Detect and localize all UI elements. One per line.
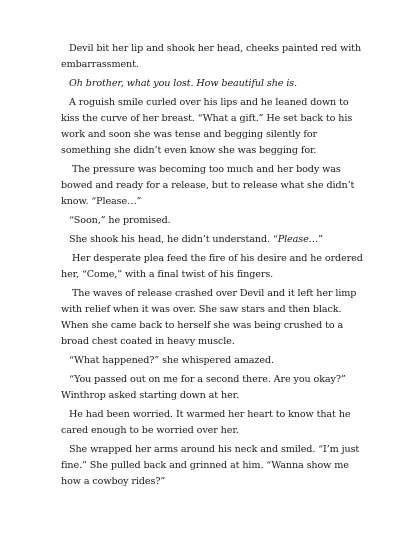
paragraph-text: “You passed out on me for a second there. Are you okay?” Winthrop asked starting down at her. (61, 374, 346, 401)
paragraph-text: A roguish smile curled over his lips and he leaned down to kiss the curve of her breast. “What a gift.” He set back to his work and soon she was tense and begging silently for something she didn’t even know she was begging for. (61, 97, 353, 156)
paragraph (61, 286, 363, 350)
paragraph-text: She wrapped her arms around his neck and smiled. “I’m just fine.” She pulled back and grinned at him. “Wanna show me how a cowboy rides?” (61, 444, 360, 487)
paragraph (61, 442, 363, 490)
paragraph-text: “Soon,” he promised. (69, 215, 171, 226)
paragraph (61, 41, 363, 73)
paragraph (61, 162, 363, 210)
paragraph (61, 353, 363, 369)
paragraph (61, 232, 363, 248)
paragraph-text: ” (318, 234, 323, 245)
paragraph-text-italic: Please… (277, 234, 319, 245)
paragraph-text: Her desperate plea feed the fire of his desire and he ordered her, “Come,” with a final twist of his fingers. (61, 253, 363, 280)
paragraph (61, 213, 363, 229)
book-page (61, 41, 363, 493)
paragraph-text: She shook his head, he didn’t understand. “ (69, 234, 278, 245)
paragraph-text: “What happened?” she whispered amazed. (69, 355, 274, 366)
paragraph-text: The pressure was becoming too much and her body was bowed and ready for a release, but to release what she didn’t know. “Please…” (61, 164, 355, 207)
paragraph-text: He had been worried. It warmed her heart to know that he cared enough to be worried over her. (61, 409, 351, 436)
paragraph (61, 251, 363, 283)
paragraph-italic-thought (61, 76, 363, 92)
paragraph-text: Devil bit her lip and shook her head, cheeks painted red with embarrassment. (61, 43, 362, 70)
paragraph (61, 407, 363, 439)
paragraph-text: Oh brother, what you lost. How beautiful she is. (69, 78, 298, 89)
paragraph (61, 95, 363, 159)
paragraph-text: The waves of release crashed over Devil and it left her limp with relief when it was over. She saw stars and then black. When she came back to herself she was being crushed to a broad chest coated in heavy muscle. (61, 288, 357, 347)
paragraph (61, 372, 363, 404)
